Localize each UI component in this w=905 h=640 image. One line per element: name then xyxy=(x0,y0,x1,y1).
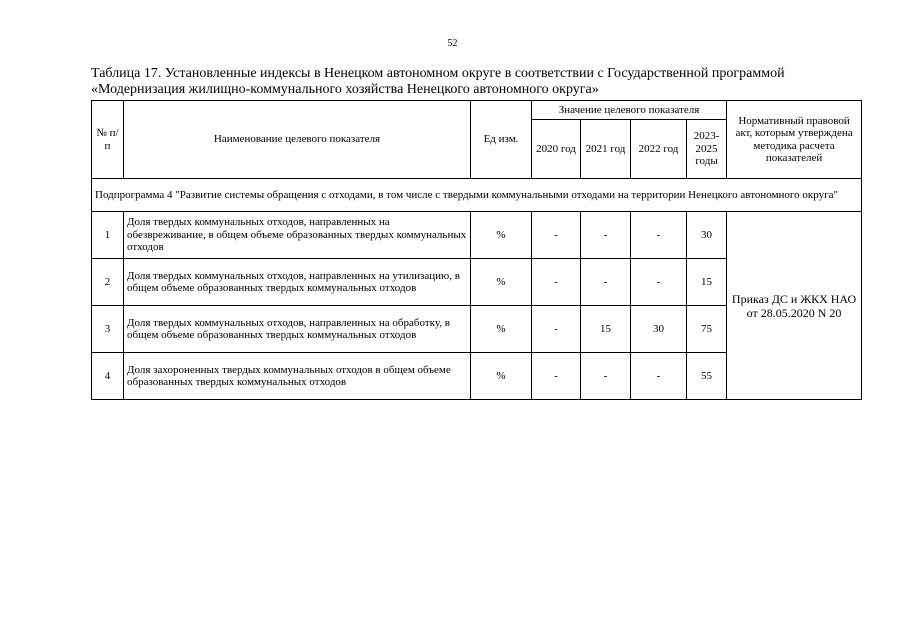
row-unit: % xyxy=(471,259,532,306)
table-caption-line-1: Таблица 17. Установленные индексы в Ненецком автономном округе в соответствии с Государственной программой xyxy=(91,66,785,81)
table-caption xyxy=(91,66,861,98)
header-target-value-group: Значение целевого показателя xyxy=(532,101,727,120)
row-unit: % xyxy=(471,353,532,400)
row-value-2023-2025: 15 xyxy=(687,259,727,306)
legal-act-cell: Приказ ДС и ЖКХ НАО от 28.05.2020 N 20 xyxy=(727,212,862,400)
row-value-2022: - xyxy=(631,259,687,306)
header-indicator-name: Наименование целевого показателя xyxy=(124,101,471,179)
row-num: 4 xyxy=(92,353,124,400)
row-indicator-name: Доля твердых коммунальных отходов, направленных на обезвреживание, в общем объеме образованных твердых коммунальных отходов xyxy=(124,212,471,259)
row-num: 3 xyxy=(92,306,124,353)
header-year-2022: 2022 год xyxy=(631,120,687,179)
row-value-2020: - xyxy=(532,259,581,306)
row-value-2022: - xyxy=(631,212,687,259)
subprogram-row xyxy=(92,179,862,212)
row-num: 1 xyxy=(92,212,124,259)
table-caption-line-2: «Модернизация жилищно-коммунального хозяйства Ненецкого автономного округа» xyxy=(91,82,599,97)
row-value-2021: - xyxy=(581,353,631,400)
row-num: 2 xyxy=(92,259,124,306)
table-header-row xyxy=(92,101,862,120)
subprogram-title: Подпрограмма 4 "Развитие системы обращения с отходами, в том числе с твердыми коммунальными отходами на территории Ненецкого автономного округа" xyxy=(92,179,862,212)
row-value-2022: 30 xyxy=(631,306,687,353)
row-value-2023-2025: 75 xyxy=(687,306,727,353)
row-value-2022: - xyxy=(631,353,687,400)
header-unit: Ед изм. xyxy=(471,101,532,179)
header-year-2021: 2021 год xyxy=(581,120,631,179)
row-value-2020: - xyxy=(532,212,581,259)
row-value-2020: - xyxy=(532,353,581,400)
row-value-2023-2025: 55 xyxy=(687,353,727,400)
row-value-2021: - xyxy=(581,259,631,306)
row-value-2021: 15 xyxy=(581,306,631,353)
row-indicator-name: Доля твердых коммунальных отходов, направленных на обработку, в общем объеме образованных твердых коммунальных отходов xyxy=(124,306,471,353)
header-year-2020: 2020 год xyxy=(532,120,581,179)
target-indicators-table xyxy=(91,100,862,400)
row-indicator-name: Доля захороненных твердых коммунальных отходов в общем объеме образованных твердых коммунальных отходов xyxy=(124,353,471,400)
page-number: 52 xyxy=(447,38,458,49)
row-value-2020: - xyxy=(532,306,581,353)
header-num: № п/п xyxy=(92,101,124,179)
header-legal-act: Нормативный правовой акт, которым утверждена методика расчета показателей xyxy=(727,101,862,179)
row-unit: % xyxy=(471,212,532,259)
row-unit: % xyxy=(471,306,532,353)
header-year-2023-2025: 2023-2025 годы xyxy=(687,120,727,179)
row-indicator-name: Доля твердых коммунальных отходов, направленных на утилизацию, в общем объеме образованных твердых коммунальных отходов xyxy=(124,259,471,306)
row-value-2021: - xyxy=(581,212,631,259)
row-value-2023-2025: 30 xyxy=(687,212,727,259)
table-row xyxy=(92,212,862,259)
